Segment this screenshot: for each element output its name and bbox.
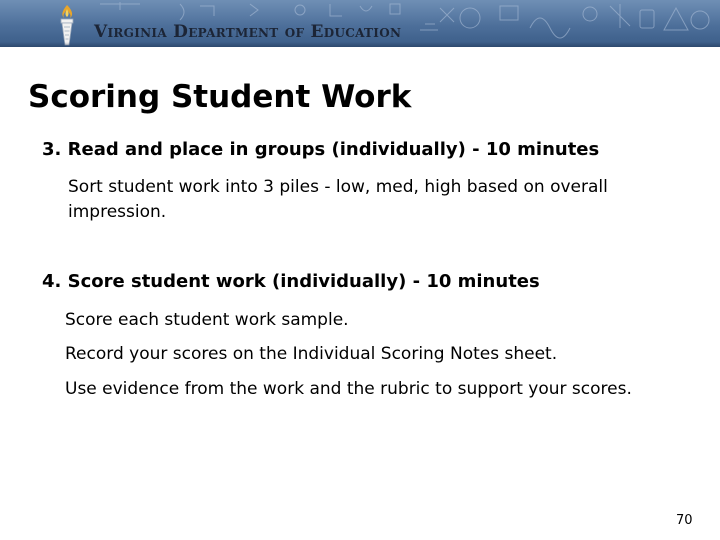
step-4-item-score: Score each student work sample.: [65, 310, 349, 330]
banner-shadow: [0, 42, 720, 47]
slide-number: 70: [676, 513, 693, 528]
header-banner: [0, 0, 720, 47]
step-4-item-evidence: Use evidence from the work and the rubric to support your scores.: [65, 379, 632, 399]
banner-title: Virginia Department of Education: [94, 22, 402, 42]
step-3-text: Sort student work into 3 piles - low, med, high based on overall impression.: [68, 177, 608, 222]
torch-icon: [52, 3, 82, 47]
page-title: Scoring Student Work: [28, 79, 412, 115]
step-4-heading: 4. Score student work (individually) - 10 minutes: [42, 271, 540, 292]
step-4-item-record: Record your scores on the Individual Scoring Notes sheet.: [65, 344, 558, 364]
step-3-heading: 3. Read and place in groups (individually) - 10 minutes: [42, 139, 600, 160]
